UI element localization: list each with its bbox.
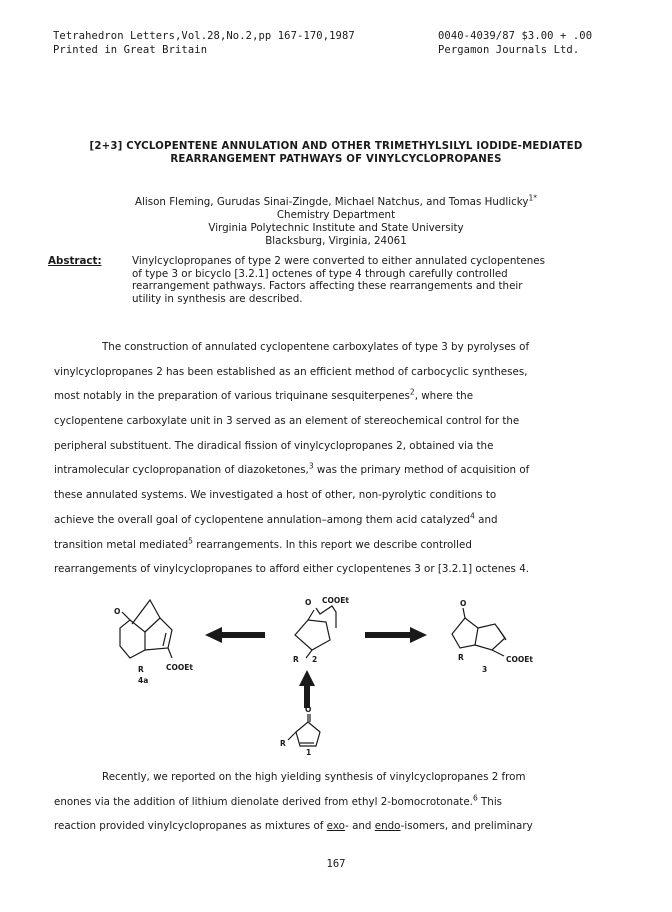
- citation-line: Tetrahedron Letters,Vol.28,No.2,pp 167-170,1987: [53, 30, 355, 42]
- exo-term: exo: [326, 820, 346, 833]
- issn-price-line: 0040-4039/87 $3.00 + .00: [438, 30, 593, 42]
- paragraph-line: vinylcyclopropanes 2 has been established as an efficient method of carbocyclic syntheses,: [54, 365, 528, 378]
- substituent-r-label: R: [293, 655, 299, 664]
- abstract-line: of type 3 or bicyclo [3.2.1] octenes of type 4 through carefully controlled: [132, 267, 508, 280]
- second-paragraph: [54, 765, 620, 839]
- abstract-line: rearrangement pathways. Factors affecting these rearrangements and their: [132, 280, 523, 292]
- paragraph-line: most notably in the preparation of various triquinane sesquiterpenes$^2$, where the: [54, 387, 474, 403]
- paragraph-line: transition metal mediated$^5$ rearrangements. In this report we describe controlled: [54, 536, 472, 551]
- compound-label-4a: 4a: [138, 676, 149, 685]
- reference-marker: 6: [472, 793, 478, 803]
- publisher-line: Pergamon Journals Ltd.: [438, 44, 580, 56]
- compound-label-1: 1: [306, 748, 312, 755]
- paragraph-line: these annulated systems. We investigated a host of other, non-pyrolytic conditions to: [54, 489, 497, 502]
- paragraph-line: peripheral substituent. The diradical fission of vinylcyclopropanes 2, obtained via the: [54, 439, 494, 452]
- paragraph-line: achieve the overall goal of cyclopentene annulation–among them acid catalyzed$^4$ and: [54, 511, 498, 526]
- article-title-line-1: [2+3] CYCLOPENTENE ANNULATION AND OTHER TRIMETHYLSILYL IODIDE-MEDIATED: [89, 141, 583, 152]
- article-title-line-2: REARRANGEMENT PATHWAYS OF VINYLCYCLOPROPANES: [170, 154, 502, 165]
- address: Blacksburg, Virginia, 24061: [265, 235, 407, 247]
- reaction-arrow-left: [205, 627, 265, 643]
- author-list: [0, 193, 672, 209]
- reference-marker: 2: [409, 387, 415, 397]
- paragraph-line: Recently, we reported on the high yielding synthesis of vinylcyclopropanes 2 from: [102, 771, 526, 783]
- author-names: Alison Fleming, Gurudas Sinai-Zingde, Michael Natchus, and Tomas Hudlicky: [134, 196, 529, 208]
- carbonyl-o-label: O: [460, 599, 467, 608]
- abstract-text: [132, 255, 612, 305]
- substituent-r-label: R: [458, 653, 464, 662]
- journal-code: [438, 29, 592, 57]
- paragraph-line: rearrangements of vinylcyclopropanes to afford either cyclopentenes 3 or [3.2.1] octenes 4.: [54, 563, 530, 576]
- reaction-scheme: [100, 590, 580, 755]
- institution: Virginia Polytechnic Institute and State University: [208, 222, 464, 234]
- carbonyl-o-label: O: [305, 598, 312, 607]
- printed-in-line: Printed in Great Britain: [53, 44, 208, 56]
- paragraph-line: reaction provided vinylcyclopropanes as mixtures of exo- and endo-isomers, and preliminary: [54, 820, 533, 833]
- abstract-label: Abstract:: [48, 255, 102, 267]
- journal-citation: [53, 29, 355, 57]
- carbonyl-o-label: O: [305, 705, 312, 714]
- endo-term: endo: [374, 820, 401, 833]
- ester-label: COOEt: [506, 655, 533, 664]
- ester-label: COOEt: [322, 596, 349, 605]
- reaction-arrow-right: [365, 627, 427, 643]
- reference-marker: 3: [308, 462, 314, 472]
- substituent-r-label: R: [138, 665, 144, 674]
- compound-1-structure: [288, 714, 320, 746]
- compound-2-structure: [295, 606, 336, 658]
- paragraph-line: The construction of annulated cyclopentene carboxylates of type 3 by pyrolyses of: [102, 341, 530, 353]
- paragraph-line: enones via the addition of lithium dienolate derived from ethyl 2-bomocrotonate.$^6$ This: [54, 793, 503, 808]
- compound-4a-structure: [120, 600, 172, 658]
- reference-marker: 5: [188, 536, 193, 546]
- compound-label-3: 3: [482, 665, 488, 674]
- page-number: 167: [326, 858, 346, 870]
- abstract-line: utility in synthesis are described.: [132, 292, 303, 305]
- abstract-line: Vinylcyclopropanes of type 2 were converted to either annulated cyclopentenes: [132, 255, 545, 267]
- paragraph-line: intramolecular cyclopropanation of diazoketones,$^3$ was the primary method of acquisition of: [54, 462, 530, 477]
- compound-label-2: 2: [312, 655, 318, 664]
- author-footnote-marker: 1*: [528, 193, 538, 203]
- paragraph-line: cyclopentene carboxylate unit in 3 served as an element of stereochemical control for the: [54, 415, 520, 428]
- ester-label: COOEt: [166, 663, 193, 672]
- carbonyl-o-label: O: [114, 607, 121, 616]
- reference-marker: 4: [470, 511, 475, 521]
- reaction-arrow-up: [299, 670, 315, 708]
- compound-3-structure: [452, 608, 506, 656]
- intro-paragraph: [54, 335, 620, 582]
- substituent-r-label: R: [280, 739, 286, 748]
- department: Chemistry Department: [276, 209, 396, 221]
